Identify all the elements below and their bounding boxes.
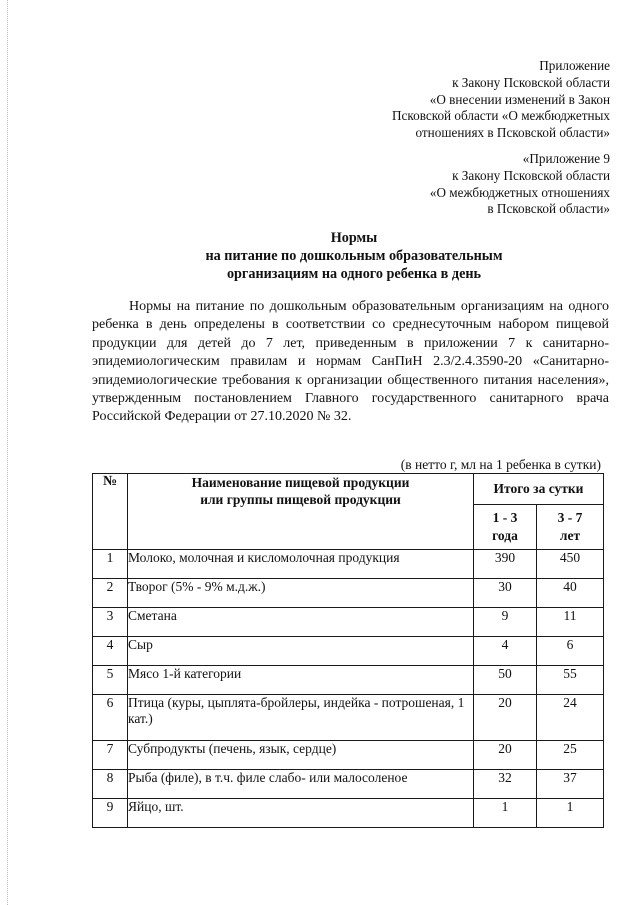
table-row <box>93 637 604 666</box>
appendix-header <box>392 58 610 142</box>
row-product-name: Субпродукты (печень, язык, сердце) <box>128 741 474 770</box>
table-row <box>93 666 604 695</box>
row-value-1-3: 390 <box>474 550 537 579</box>
row-value-3-7: 40 <box>537 579 604 608</box>
row-value-3-7: 11 <box>537 608 604 637</box>
table-row <box>93 741 604 770</box>
appendix-line: Приложение <box>539 58 610 73</box>
row-product-name: Рыба (филе), в т.ч. филе слабо- или малосоленое <box>128 770 474 799</box>
col-header-name <box>128 474 474 550</box>
title-line: на питание по дошкольным образовательным <box>205 248 503 264</box>
age-line: лет <box>559 528 581 543</box>
age-line: 1 - 3 <box>492 510 518 525</box>
row-number: 1 <box>93 550 128 579</box>
table-row <box>93 799 604 828</box>
row-value-1-3: 1 <box>474 799 537 828</box>
norms-table <box>92 473 604 828</box>
row-product-name: Яйцо, шт. <box>128 799 474 828</box>
title-line: Нормы <box>330 230 378 246</box>
row-value-3-7: 6 <box>537 637 604 666</box>
row-value-3-7: 55 <box>537 666 604 695</box>
row-product-name: Сыр <box>128 637 474 666</box>
appendix-line: к Закону Псковской области <box>452 74 610 90</box>
row-product-name: Творог (5% - 9% м.д.ж.) <box>128 579 474 608</box>
row-product-name: Молоко, молочная и кисломолочная продукция <box>128 550 474 579</box>
row-value-1-3: 9 <box>474 608 537 637</box>
appendix9-line: «О межбюджетных отношениях <box>429 184 610 200</box>
row-product-name: Мясо 1-й категории <box>128 666 474 695</box>
col-header-name-line: Наименование пищевой продукции <box>191 475 410 490</box>
row-number: 7 <box>93 741 128 770</box>
row-value-1-3: 30 <box>474 579 537 608</box>
row-value-1-3: 4 <box>474 637 537 666</box>
row-value-3-7: 24 <box>537 695 604 741</box>
row-number: 9 <box>93 799 128 828</box>
row-value-1-3: 20 <box>474 695 537 741</box>
col-header-total: Итого за сутки <box>474 474 604 505</box>
appendix9-line: к Закону Псковской области <box>452 167 610 183</box>
title-line: организациям на одного ребенка в день <box>226 266 482 282</box>
table-row <box>93 608 604 637</box>
appendix-line: Псковской области «О межбюджетных <box>392 108 610 124</box>
row-product-name: Сметана <box>128 608 474 637</box>
unit-note: (в нетто г, мл на 1 ребенка в сутки) <box>400 457 601 472</box>
appendix9-header <box>430 151 610 218</box>
row-number: 2 <box>93 579 128 608</box>
row-product-name: Птица (куры, цыплята-бройлеры, индейка - потрошеная, 1 кат.) <box>128 695 474 741</box>
document-title <box>150 229 558 283</box>
scan-left-edge <box>7 0 8 905</box>
appendix-line: «О внесении изменений в Закон <box>429 91 610 107</box>
col-header-age-3-7 <box>537 505 604 550</box>
row-number: 8 <box>93 770 128 799</box>
col-header-age-1-3 <box>474 505 537 550</box>
age-line: 3 - 7 <box>557 510 583 525</box>
row-number: 5 <box>93 666 128 695</box>
table-row <box>93 770 604 799</box>
table-row <box>93 579 604 608</box>
row-value-3-7: 1 <box>537 799 604 828</box>
table-row <box>93 550 604 579</box>
appendix-line: отношениях в Псковской области» <box>415 125 610 141</box>
row-value-3-7: 25 <box>537 741 604 770</box>
appendix9-line: «Приложение 9 <box>522 151 610 166</box>
row-number: 6 <box>93 695 128 741</box>
table-header-row <box>93 474 604 505</box>
row-value-1-3: 50 <box>474 666 537 695</box>
age-line: года <box>492 528 518 543</box>
row-value-3-7: 450 <box>537 550 604 579</box>
appendix9-line: в Псковской области» <box>487 201 610 217</box>
row-value-1-3: 32 <box>474 770 537 799</box>
intro-paragraph: Нормы на питание по дошкольным образовательным организациям на одного ребенка в день определены в соответствии со среднесуточным набором пищевой продукции для детей до 7 лет, приведенным в приложении 7 к санитарно-эпидемиологическим правилам и нормам СанПиН 2.3/2.4.3590-20 «Санитарно-эпидемиологические требования к организации общественного питания населения», утвержденным постановлением Главного государственного санитарного врача Российской Федерации от 27.10.2020 № 32. <box>92 299 609 425</box>
col-header-name-line: или группы пищевой продукции <box>200 492 401 507</box>
row-value-1-3: 20 <box>474 741 537 770</box>
col-header-number: № <box>93 474 128 550</box>
row-number: 4 <box>93 637 128 666</box>
row-value-3-7: 37 <box>537 770 604 799</box>
row-number: 3 <box>93 608 128 637</box>
table-row <box>93 695 604 741</box>
